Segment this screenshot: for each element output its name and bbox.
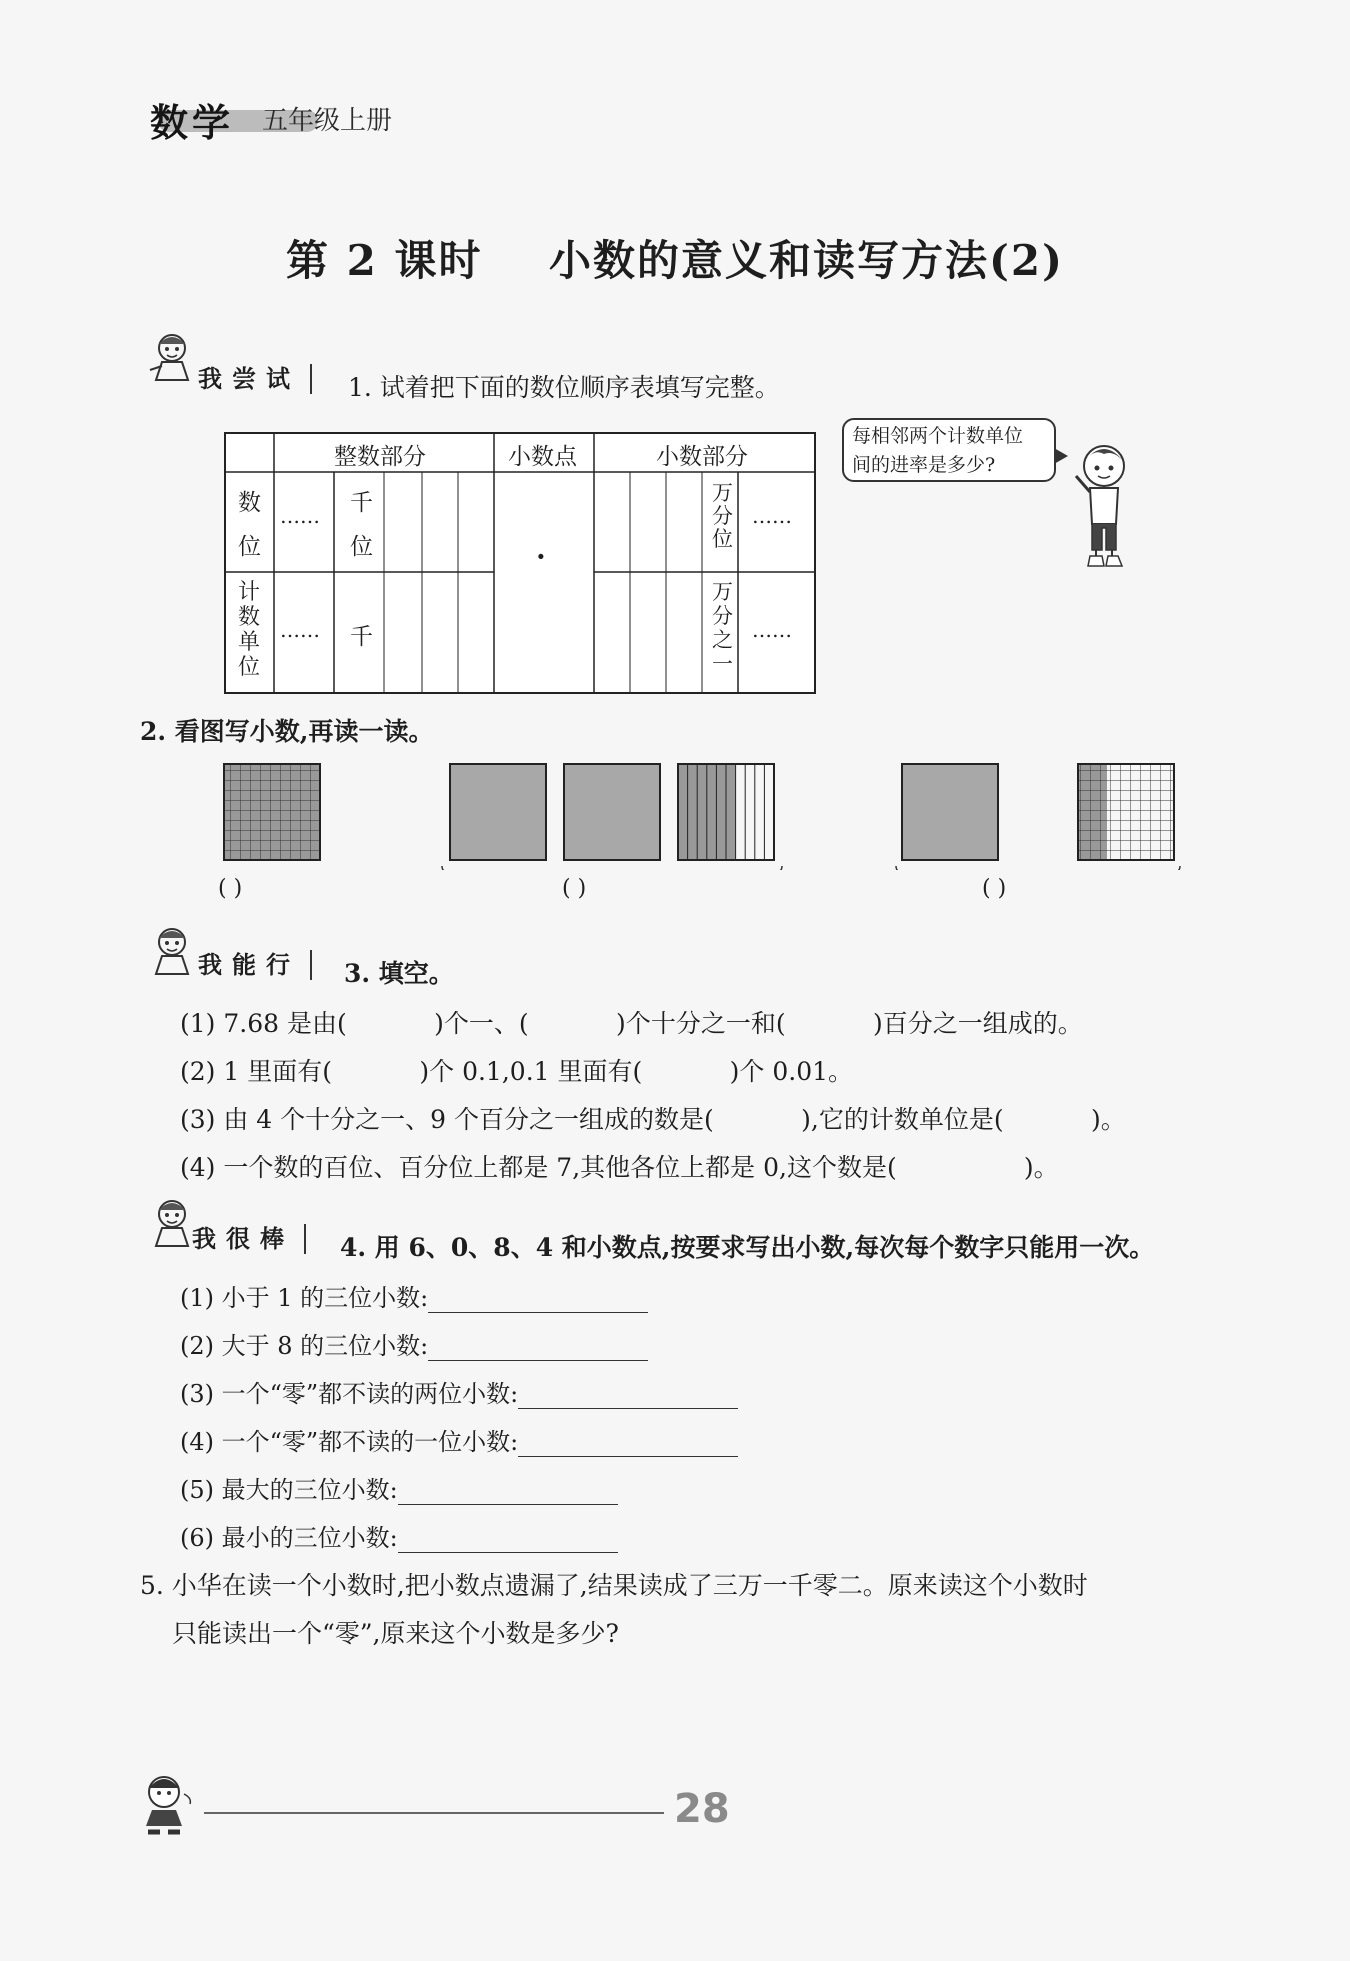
q3-item-4: (4) 一个数的百位、百分位上都是 7,其他各位上都是 0,这个数是( )。 (180, 1153, 1059, 1182)
thousand-place-2: 位 (350, 534, 373, 560)
figure-2-group (442, 764, 782, 870)
answer-paren-1[interactable]: ( ) (218, 876, 243, 901)
decimal-figures (220, 760, 1200, 870)
page-number: 28 (674, 1786, 730, 1832)
row-label-unit-3: 单 (238, 630, 261, 655)
table-header-point: 小数点 (508, 444, 577, 470)
row-label-place-1: 数 (238, 490, 261, 516)
q4-item-5-label: (5) 最大的三位小数: (180, 1476, 398, 1504)
q4-item-6-label: (6) 最小的三位小数: (180, 1524, 398, 1552)
girl-mascot-3-icon (146, 1196, 198, 1254)
row-label-unit (238, 580, 260, 680)
boy-mascot-icon (1074, 440, 1134, 580)
q4-answer-line-5[interactable] (398, 1480, 618, 1505)
q4-answer-line-1[interactable] (428, 1288, 648, 1313)
footer-rule (204, 1812, 664, 1814)
q4-answer-line-6[interactable] (398, 1528, 618, 1553)
row-label-unit-1: 计 (238, 580, 261, 605)
q3-item-3: (3) 由 4 个十分之一、9 个百分之一组成的数是( ),它的计数单位是( )。 (180, 1105, 1126, 1134)
q4-item-1 (180, 1278, 648, 1313)
ten-thousandth-unit-3: 之 (712, 628, 733, 652)
q4-answer-line-4[interactable] (518, 1432, 738, 1457)
q4-item-3-label: (3) 一个“零”都不读的两位小数: (180, 1380, 519, 1408)
q4-item-1-label: (1) 小于 1 的三位小数: (180, 1284, 429, 1312)
girl-mascot-icon (146, 330, 198, 388)
row-label-place-2: 位 (238, 534, 261, 560)
dots-unit-int: …… (280, 618, 320, 642)
dots-place-dec: …… (752, 504, 792, 528)
bubble-line-2: 间的进率是多少? (852, 454, 996, 476)
figure-1-grid (224, 764, 320, 860)
bubble-line-1: 每相邻两个计数单位 (852, 425, 1024, 447)
table-header-dec: 小数部分 (656, 444, 748, 470)
q3-item-1: (1) 7.68 是由( )个一、( )个十分之一和( )百分之一组成的。 (180, 1009, 1083, 1038)
q4-item-3 (180, 1374, 738, 1409)
q4-answer-line-2[interactable] (428, 1336, 648, 1361)
q4-item-5 (180, 1470, 618, 1505)
section-badge-try: 我尝试 (198, 364, 312, 394)
q4-item-4 (180, 1422, 738, 1457)
question-3-text: 3. 填空。 (344, 959, 454, 988)
ten-thousandth-unit-4: 一 (712, 652, 733, 676)
thousand-place-1: 千 (350, 490, 373, 516)
question-4-text: 4. 用 6、0、8、4 和小数点,按要求写出小数,每次每个数字只能用一次。 (340, 1233, 1155, 1262)
question-2-text: 2. 看图写小数,再读一读。 (140, 717, 434, 746)
dots-place-int: …… (280, 504, 320, 528)
section-badge-great: 我很棒 (192, 1224, 306, 1254)
thousand-unit: 千 (350, 624, 373, 650)
dots-unit-dec: …… (752, 618, 792, 642)
answer-paren-3[interactable]: ( ) (982, 876, 1007, 901)
grade-label: 五年级上册 (262, 106, 393, 136)
ten-thousandth-place (712, 482, 733, 551)
ten-thousandth-place-3: 位 (712, 527, 733, 551)
decimal-point-symbol: · (536, 540, 546, 573)
ten-thousandth-place-1: 万 (712, 481, 733, 505)
row-label-unit-4: 位 (238, 655, 261, 680)
ten-thousandth-unit (712, 580, 733, 676)
ten-thousandth-unit-2: 分 (712, 604, 733, 628)
q3-item-2: (2) 1 里面有( )个 0.1,0.1 里面有( )个 0.01。 (180, 1057, 854, 1086)
question-1-text: 1. 试着把下面的数位顺序表填写完整。 (348, 373, 780, 402)
q4-item-6 (180, 1518, 618, 1553)
speech-bubble (842, 418, 1056, 482)
girl-mascot-2-icon (146, 924, 198, 982)
question-5-line-1: 5. 小华在读一个小数时,把小数点遗漏了,结果读成了三万一千零二。原来读这个小数时 (140, 1571, 1088, 1600)
question-5-line-2: 只能读出一个“零”,原来这个小数是多少? (172, 1619, 619, 1648)
footer-mascot-icon (138, 1770, 200, 1842)
q4-item-4-label: (4) 一个“零”都不读的一位小数: (180, 1428, 519, 1456)
answer-paren-2[interactable]: ( ) (562, 876, 587, 901)
ten-thousandth-place-2: 分 (712, 504, 733, 528)
lesson-title: 第 2 课时 小数的意义和读写方法(2) (286, 236, 1064, 285)
figure-3-group (896, 764, 1180, 870)
q4-item-2 (180, 1326, 648, 1361)
row-label-unit-2: 数 (238, 605, 261, 630)
section-badge-can: 我能行 (198, 950, 312, 980)
ten-thousandth-unit-1: 万 (712, 580, 733, 604)
q4-answer-line-3[interactable] (518, 1384, 738, 1409)
table-header-int: 整数部分 (334, 444, 426, 470)
q4-item-2-label: (2) 大于 8 的三位小数: (180, 1332, 429, 1360)
subject-label: 数学 (150, 92, 250, 136)
